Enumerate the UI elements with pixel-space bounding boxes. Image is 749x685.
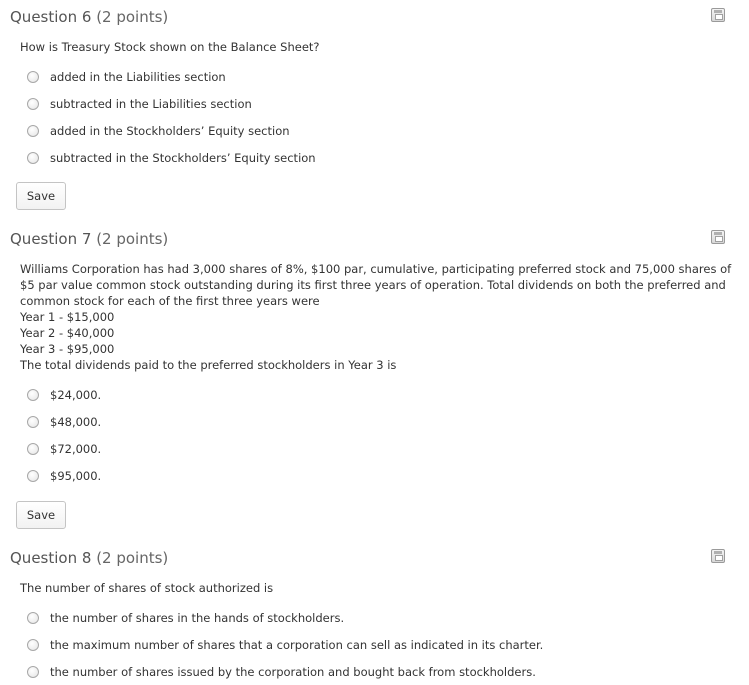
question-number: Question 6: [10, 8, 92, 26]
option-label: subtracted in the Liabilities section: [50, 97, 252, 111]
radio-button[interactable]: [27, 470, 39, 482]
save-disk-icon[interactable]: [711, 549, 725, 563]
save-disk-icon[interactable]: [711, 230, 725, 244]
option-q6-3[interactable]: [27, 123, 290, 139]
option-label: the maximum number of shares that a corporation can sell as indicated in its charter.: [50, 638, 544, 652]
radio-button[interactable]: [27, 443, 39, 455]
question-text: [20, 261, 732, 373]
question-title: [10, 230, 168, 248]
question-text-line: The number of shares of stock authorized is: [20, 581, 274, 595]
question-text-line: $5 par value common stock outstanding during its first three years of operation. Total dividends on both the preferred and: [20, 278, 726, 292]
option-label: $72,000.: [50, 442, 102, 456]
question-points: (2 points): [96, 549, 169, 567]
radio-button[interactable]: [27, 666, 39, 678]
option-q6-2[interactable]: [27, 96, 252, 112]
question-text-line: Year 3 - $95,000: [20, 342, 115, 356]
question-text-line: Year 1 - $15,000: [20, 310, 115, 324]
option-label: $95,000.: [50, 469, 102, 483]
question-points: (2 points): [96, 230, 169, 248]
question-text-line: How is Treasury Stock shown on the Balance Sheet?: [20, 40, 320, 54]
option-label: $24,000.: [50, 388, 102, 402]
question-title: [10, 549, 168, 567]
question-points: (2 points): [96, 8, 169, 26]
option-q7-2[interactable]: [27, 414, 101, 430]
radio-button[interactable]: [27, 416, 39, 428]
question-text: [20, 580, 732, 596]
option-label: the number of shares in the hands of stockholders.: [50, 611, 345, 625]
option-label: subtracted in the Stockholders’ Equity section: [50, 151, 316, 165]
option-q7-4[interactable]: [27, 468, 101, 484]
radio-button[interactable]: [27, 125, 39, 137]
question-title: [10, 8, 168, 26]
question-number: Question 8: [10, 549, 92, 567]
option-q7-3[interactable]: [27, 441, 101, 457]
option-label: $48,000.: [50, 415, 102, 429]
radio-button[interactable]: [27, 71, 39, 83]
option-label: added in the Liabilities section: [50, 70, 226, 84]
option-q8-2[interactable]: [27, 637, 543, 653]
radio-button[interactable]: [27, 639, 39, 651]
question-text-line: Williams Corporation has had 3,000 shares of 8%, $100 par, cumulative, participating preferred stock and 75,000 shares of: [20, 262, 732, 276]
option-label: the number of shares issued by the corporation and bought back from stockholders.: [50, 665, 536, 679]
radio-button[interactable]: [27, 152, 39, 164]
option-q8-1[interactable]: [27, 610, 344, 626]
radio-button[interactable]: [27, 612, 39, 624]
question-text-line: Year 2 - $40,000: [20, 326, 115, 340]
question-text: [20, 39, 732, 55]
radio-button[interactable]: [27, 98, 39, 110]
option-q6-4[interactable]: [27, 150, 316, 166]
option-label: added in the Stockholders’ Equity section: [50, 124, 290, 138]
radio-button[interactable]: [27, 389, 39, 401]
save-disk-icon[interactable]: [711, 8, 725, 22]
question-text-line: The total dividends paid to the preferred stockholders in Year 3 is: [20, 358, 397, 372]
question-number: Question 7: [10, 230, 92, 248]
save-button[interactable]: Save: [16, 182, 66, 210]
option-q7-1[interactable]: [27, 387, 101, 403]
save-button[interactable]: Save: [16, 501, 66, 529]
option-q8-3[interactable]: [27, 664, 536, 680]
question-text-line: common stock for each of the first three years were: [20, 294, 320, 308]
option-q6-1[interactable]: [27, 69, 226, 85]
